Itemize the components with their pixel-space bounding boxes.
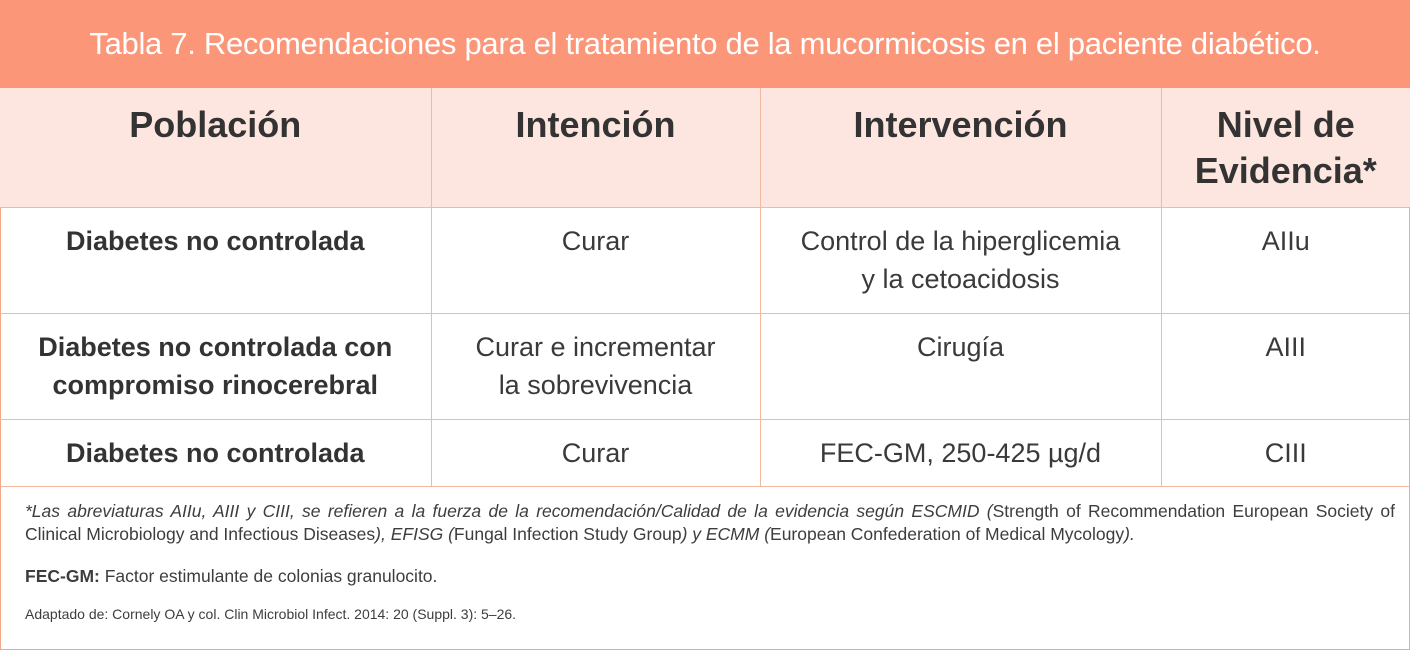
cell-intervencion-line2: y la cetoacidosis [861, 263, 1060, 294]
abbrev-italic-2: ), EFISG ( [375, 524, 454, 544]
cell-nivel: CIII [1161, 419, 1410, 486]
cell-intervencion-line1: Cirugía [916, 331, 1005, 362]
cell-intencion-line1: Curar [561, 437, 630, 468]
table-row [0, 419, 1410, 486]
source-note: Adaptado de: Cornely OA y col. Clin Microbiol Infect. 2014: 20 (Suppl. 3): 5–26. [25, 606, 517, 622]
table-notes [25, 500, 1395, 624]
cell-poblacion [0, 313, 431, 419]
cell-intervencion-line1: Control de la hiperglicemia [800, 225, 1121, 256]
table-title: Tabla 7. Recomendaciones para el tratamiento de la mucormicosis en el paciente diabético. [0, 0, 1410, 88]
abbrev-ecmm-full: European Confederation of Medical Mycology [770, 524, 1125, 544]
abbrev-italic-3: ) y ECMM ( [681, 524, 771, 544]
header-poblacion: Población [0, 88, 431, 207]
abbrev-escmid-full: Strength of Recommendation European Society of Clinical Microbiology and Infectious Diseases [25, 501, 1396, 544]
cell-intervencion [760, 207, 1161, 313]
cell-intervencion-line1: FEC-GM, 250-425 µg/d [819, 437, 1102, 468]
cell-intencion-line1: Curar [561, 225, 630, 256]
header-nivel-line2: Evidencia* [1194, 150, 1377, 191]
cell-poblacion-line1: Diabetes no controlada [65, 225, 365, 256]
cell-intencion [431, 207, 760, 313]
header-intencion: Intención [431, 88, 760, 207]
header-nivel-line1: Nivel de [1216, 104, 1355, 145]
cell-nivel: AIIu [1161, 207, 1410, 313]
cell-intervencion [760, 419, 1161, 486]
recommendations-table [0, 88, 1410, 487]
table-row [0, 207, 1410, 313]
cell-nivel: AIII [1161, 313, 1410, 419]
cell-intencion-line2: la sobrevivencia [498, 369, 693, 400]
cell-intencion-line1: Curar e incrementar [475, 331, 716, 362]
fecgm-text: Factor estimulante de colonias granulocito. [99, 566, 438, 586]
header-row [0, 88, 1410, 207]
cell-poblacion-line2: compromiso rinocerebral [52, 369, 379, 400]
cell-intencion [431, 313, 760, 419]
cell-intencion [431, 419, 760, 486]
table-row [0, 313, 1410, 419]
header-nivel-evidencia [1161, 88, 1410, 207]
abbrev-italic-4: ). [1124, 524, 1135, 544]
cell-poblacion [0, 207, 431, 313]
header-intervencion: Intervención [760, 88, 1161, 207]
cell-poblacion-line1: Diabetes no controlada con [38, 331, 393, 362]
abbreviations-note [25, 500, 1395, 546]
cell-poblacion [0, 419, 431, 486]
fecgm-note [25, 565, 1395, 588]
abbrev-italic-1: *Las abreviaturas AIIu, AIII y CIII, se refieren a la fuerza de la recomendación/Calidad de la evidencia según ESCMID ( [25, 501, 993, 521]
cell-intervencion [760, 313, 1161, 419]
abbrev-efisg-full: Fungal Infection Study Group [453, 524, 682, 544]
fecgm-label: FEC-GM: [25, 566, 100, 586]
cell-poblacion-line1: Diabetes no controlada [65, 437, 365, 468]
